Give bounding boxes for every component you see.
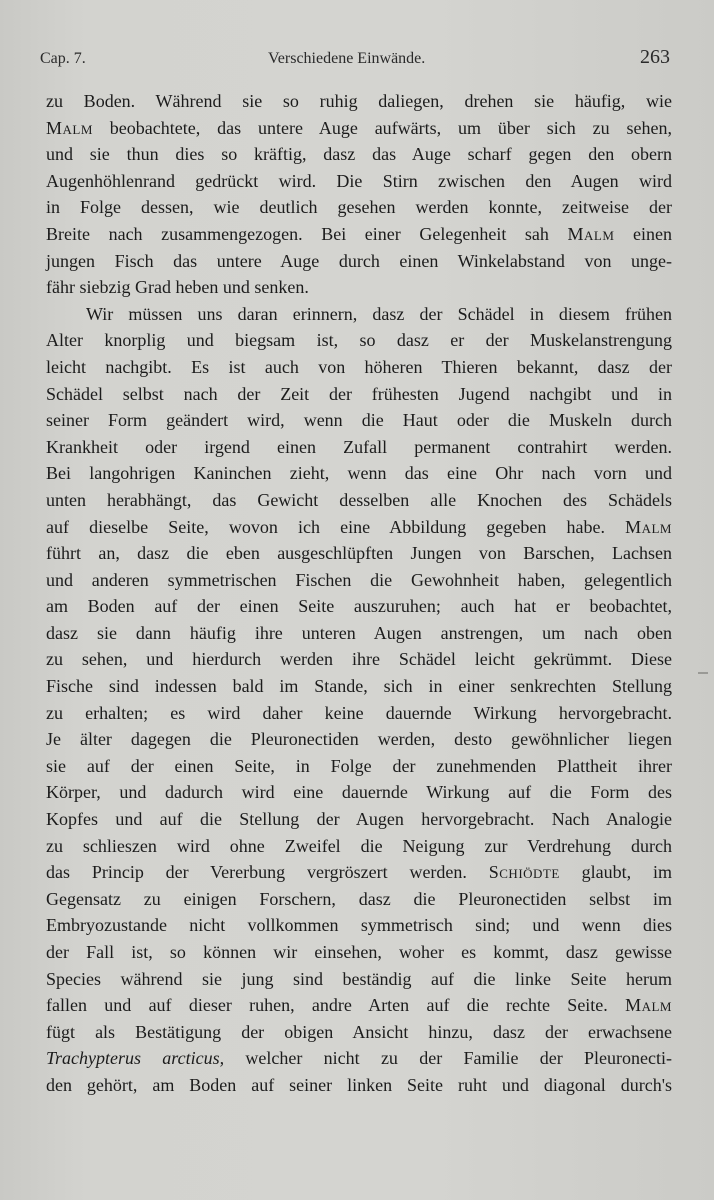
text-line	[46, 1072, 672, 1099]
text-line	[46, 194, 672, 221]
text-line	[46, 381, 672, 408]
text-segment: Alter knorplig und biegsam ist, so dasz er der Muskelanstrengung	[46, 330, 672, 351]
text-segment: am Boden auf der einen Seite auszuruhen; auch hat er beobachtet,	[46, 596, 672, 617]
text-line	[46, 912, 672, 939]
text-segment: einen	[614, 223, 672, 244]
text-line	[46, 460, 672, 487]
body-text	[46, 88, 672, 1099]
text-segment: Breite nach zusammengezogen. Bei einer Gelegenheit sah	[46, 223, 568, 244]
text-segment: sie auf der einen Seite, in Folge der zunehmenden Plattheit ihrer	[46, 755, 672, 776]
text-line	[46, 221, 672, 248]
text-segment: führt an, dasz die eben ausgeschlüpften Jungen von Barschen, Lachsen	[46, 543, 672, 564]
text-line	[46, 833, 672, 860]
text-line	[46, 673, 672, 700]
text-line	[46, 593, 672, 620]
text-segment: Schädel selbst nach der Zeit der frühesten Jugend nachgibt und in	[46, 383, 672, 404]
text-line	[46, 1045, 672, 1072]
text-line	[46, 753, 672, 780]
text-segment: leicht nachgibt. Es ist auch von höheren Thieren bekannt, dasz der	[46, 356, 672, 377]
text-segment: Augenhöhlenrand gedrückt wird. Die Stirn zwischen den Augen wird	[46, 170, 672, 191]
text-segment: fähr siebzig Grad heben und senken.	[46, 277, 309, 298]
text-segment: Wir müssen uns daran erinnern, dasz der Schädel in diesem frühen	[86, 303, 672, 324]
text-segment: und anderen symmetrischen Fischen die Gewohnheit haben, gelegentlich	[46, 569, 672, 590]
text-segment: in Folge dessen, wie deutlich gesehen werden konnte, zeitweise der	[46, 197, 672, 218]
text-line	[46, 88, 672, 115]
text-segment: jungen Fisch das untere Auge durch einen Winkelabstand von unge-	[46, 250, 672, 271]
chapter-label: Cap. 7.	[40, 50, 86, 67]
text-line	[46, 407, 672, 434]
text-line	[46, 248, 672, 275]
text-segment: Krankheit oder irgend einen Zufall permanent contrahirt werden.	[46, 436, 672, 457]
margin-mark	[698, 672, 708, 674]
text-line	[46, 168, 672, 195]
text-segment: der Fall ist, so können wir einsehen, woher es kommt, dasz gewisse	[46, 942, 672, 962]
text-line	[46, 487, 672, 514]
text-line	[46, 779, 672, 806]
text-line	[46, 966, 672, 993]
text-segment: beobachtete, das untere Auge aufwärts, um über sich zu sehen,	[92, 117, 672, 138]
text-line	[46, 540, 672, 567]
author-name: Schiödte	[488, 862, 560, 883]
running-header	[40, 46, 670, 74]
text-segment: Gegensatz zu einigen Forschern, dasz die Pleuronectiden selbst im	[46, 888, 672, 909]
text-line	[46, 301, 672, 328]
author-name: Malm	[46, 117, 93, 138]
text-segment: zu erhalten; es wird daher keine dauernde Wirkung hervorgebracht.	[46, 702, 672, 723]
text-line	[46, 327, 672, 354]
text-line	[46, 514, 672, 541]
author-name: Malm	[625, 516, 672, 537]
text-line	[46, 1019, 672, 1046]
text-line	[46, 992, 672, 1019]
running-title: Verschiedene Einwände.	[268, 50, 426, 67]
text-segment: seiner Form geändert wird, wenn die Haut oder die Muskeln durch	[46, 410, 672, 431]
text-segment: Bei langohrigen Kaninchen zieht, wenn das eine Ohr nach vorn und	[46, 463, 672, 484]
text-line	[46, 141, 672, 168]
text-line	[46, 886, 672, 913]
text-line	[46, 115, 672, 142]
text-segment: Körper, und dadurch wird eine dauernde Wirkung auf die Form des	[46, 782, 672, 803]
text-segment: dasz sie dann häufig ihre unteren Augen anstrengen, um nach oben	[46, 622, 672, 643]
text-segment: Species während sie jung sind beständig auf die linke Seite herum	[46, 968, 672, 989]
text-line	[46, 646, 672, 673]
text-segment: fallen und auf dieser ruhen, andre Arten auf die rechte Seite.	[46, 995, 626, 1016]
text-line	[46, 726, 672, 753]
text-line	[46, 806, 672, 833]
species-name: Trachypterus arcticus,	[46, 1048, 225, 1069]
text-segment: auf dieselbe Seite, wovon ich eine Abbildung gegeben habe.	[46, 516, 626, 537]
author-name: Malm	[625, 995, 672, 1016]
text-line	[46, 620, 672, 647]
text-segment: Je älter dagegen die Pleuronectiden werden, desto gewöhnlicher liegen	[46, 729, 672, 750]
text-segment: glaubt, im	[559, 862, 672, 883]
text-segment: zu schlieszen wird ohne Zweifel die Neigung zur Verdrehung durch	[46, 835, 672, 856]
text-line	[46, 274, 672, 301]
text-segment: Kopfes und auf die Stellung der Augen hervorgebracht. Nach Analogie	[46, 809, 672, 830]
text-line	[46, 354, 672, 381]
text-line	[46, 859, 672, 886]
page-number: 263	[640, 46, 670, 68]
text-segment: Fische sind indessen bald im Stande, sich in einer senkrechten Stellung	[46, 676, 672, 697]
text-line	[46, 700, 672, 727]
text-segment: fügt als Bestätigung der obigen Ansicht hinzu, dasz der erwachsene	[46, 1021, 672, 1042]
text-line	[46, 939, 672, 966]
author-name: Malm	[567, 223, 615, 244]
text-segment: welcher nicht zu der Familie der Pleuronecti-	[224, 1048, 673, 1069]
text-segment: unten herabhängt, das Gewicht desselben alle Knochen des Schädels	[46, 489, 672, 510]
text-segment: das Princip der Vererbung vergröszert werden.	[46, 862, 489, 883]
text-line	[46, 567, 672, 594]
text-segment: und sie thun dies so kräftig, dasz das Auge scharf gegen den obern	[46, 144, 672, 165]
text-segment: Embryozustande nicht vollkommen symmetrisch sind; und wenn dies	[46, 915, 672, 936]
text-line	[46, 434, 672, 461]
text-segment: zu Boden. Während sie so ruhig daliegen, drehen sie häufig, wie	[46, 91, 672, 111]
text-segment: zu sehen, und hierdurch werden ihre Schädel leicht gekrümmt. Diese	[46, 649, 672, 670]
text-segment: den gehört, am Boden auf seiner linken Seite ruht und diagonal durch's	[46, 1074, 672, 1095]
